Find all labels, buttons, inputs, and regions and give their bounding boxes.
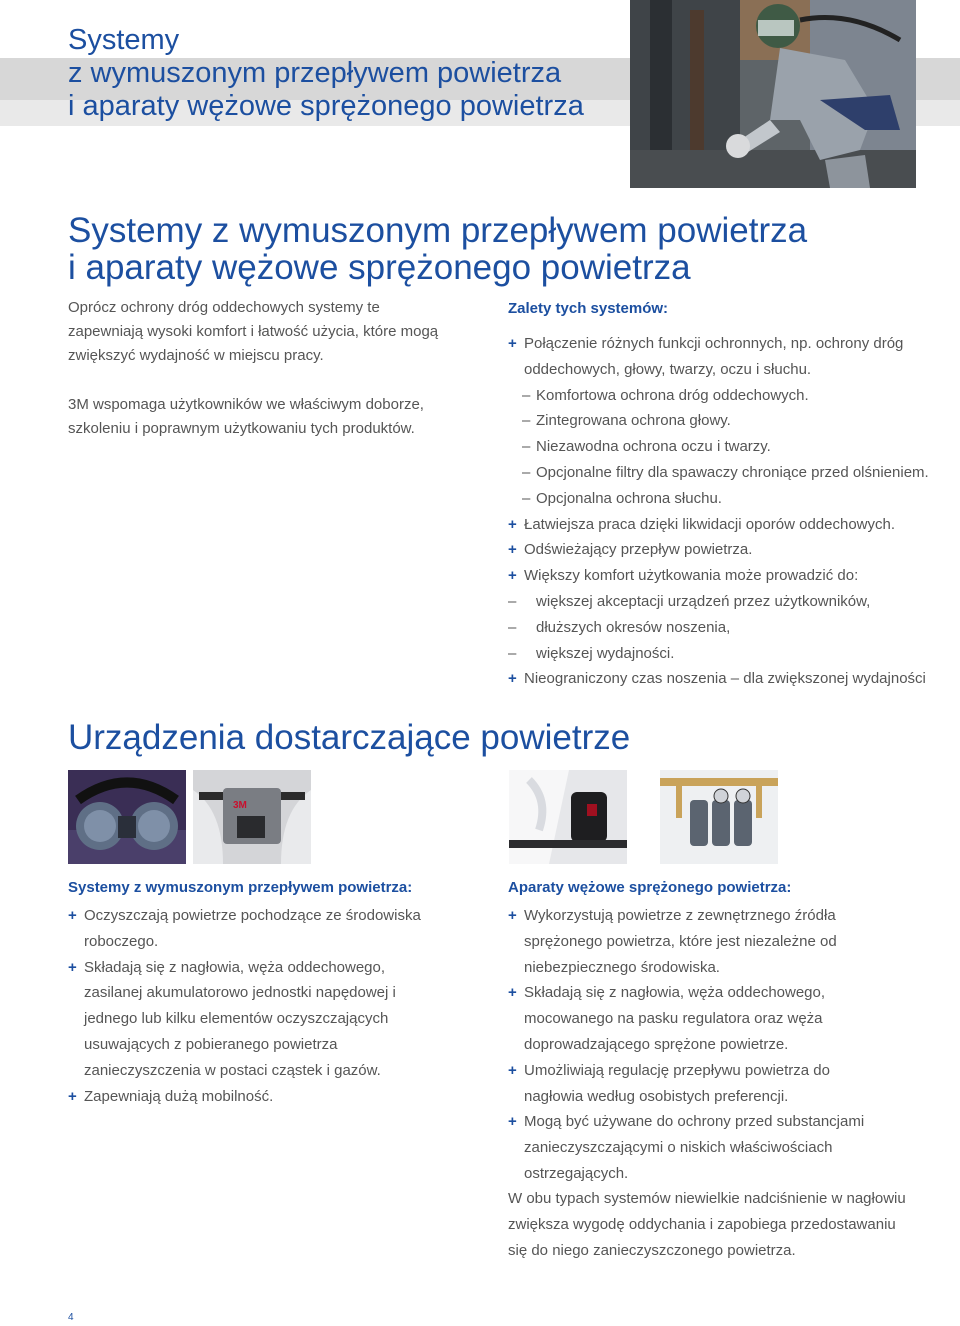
main-heading-line2: i aparaty wężowe sprężonego powietrza — [68, 248, 691, 287]
advantage-text: Komfortowa ochrona dróg oddechowych. — [536, 386, 809, 404]
intro-paragraph-2: 3M wspomaga użytkowników we właściwym doborze, szkoleniu i poprawnym użytkowaniu tych produktów. — [68, 396, 424, 437]
advantages-title: Zalety tych systemów: — [508, 300, 669, 317]
advantage-row — [508, 434, 928, 460]
advantage-row — [508, 408, 928, 434]
header-photo-worker — [630, 0, 916, 188]
bullet-item — [68, 903, 443, 955]
product-image-belt-regulator — [509, 770, 627, 864]
header-title-line2: z wymuszonym przepływem powietrza — [68, 57, 562, 89]
dash-icon: – — [522, 412, 531, 430]
bullet-item — [68, 955, 443, 1084]
dash-icon: – — [508, 592, 517, 610]
bullet-text: Umożliwiają regulację przepływu powietrza do nagłowia według osobistych preferencji. — [524, 1061, 830, 1105]
bullet-text: Składają się z nagłowia, węża oddechowego, mocowanego na pasku regulatora oraz węża doprowadzającego sprężone powietrze. — [524, 984, 826, 1053]
dash-icon: – — [522, 438, 531, 456]
bullet-item — [508, 1058, 888, 1110]
plus-icon: + — [508, 567, 517, 585]
dash-icon: – — [508, 618, 517, 636]
header-title-line1: Systemy — [68, 24, 180, 56]
main-heading — [68, 212, 828, 286]
closing-paragraph: W obu typach systemów niewielkie nadciśnienie w nagłowiu zwiększa wygodę oddychania i zapobiega przedostawaniu się do niego zanieczyszczonego powietrza. — [508, 1190, 906, 1259]
advantage-text: Nieograniczony czas noszenia – dla zwiększonej wydajności — [524, 670, 926, 688]
advantage-text: Odświeżający przepływ powietrza. — [524, 541, 753, 559]
header-title — [68, 24, 628, 123]
intro-text — [68, 296, 448, 466]
dash-icon: – — [522, 386, 531, 404]
supplied-air-title: Aparaty wężowe sprężonego powietrza: — [508, 879, 792, 896]
advantage-text: Opcjonalne filtry dla spawaczy chroniące przed olśnieniem. — [536, 463, 929, 481]
bullet-text: Wykorzystują powietrze z zewnętrznego źródła sprężonego powietrza, które jest niezależne od niebezpiecznego środowiska. — [524, 907, 837, 976]
product-image-twin-filters — [68, 770, 186, 864]
advantage-text: Niezawodna ochrona oczu i twarzy. — [536, 438, 771, 456]
advantages-list — [508, 331, 928, 692]
intro-paragraph-1: Oprócz ochrony dróg oddechowych systemy te zapewniają wysoki komfort i łatwość użycia, które mogą zwiększyć wydajność w miejscu pracy. — [68, 299, 439, 364]
plus-icon: + — [508, 515, 517, 533]
advantage-row — [508, 331, 928, 357]
advantage-text: Łatwiejsza praca dzięki likwidacji oporów oddechowych. — [524, 515, 896, 533]
advantage-row — [508, 512, 928, 538]
advantage-text: dłuższych okresów noszenia, — [536, 618, 731, 636]
forced-air-list — [68, 903, 443, 1109]
forced-air-title: Systemy z wymuszonym przepływem powietrza: — [68, 879, 413, 896]
plus-icon: + — [68, 907, 77, 924]
bullet-text: Składają się z nagłowia, węża oddechowego, zasilanej akumulatorowo jednostki napędowej i jednego lub kilku elementów oczyszczających usuwających z pobieranego powietrza zanieczyszczenia w postaci cząstek i gazów. — [84, 958, 396, 1079]
plus-icon: + — [508, 1061, 517, 1079]
plus-icon: + — [508, 335, 517, 352]
bullet-text: Mogą być używane do ochrony przed substancjami zanieczyszczającymi o niskich właściwościach ostrzegających. — [524, 1113, 865, 1182]
plus-icon: + — [508, 541, 517, 559]
advantage-row — [508, 486, 928, 512]
plus-icon: + — [68, 1087, 77, 1105]
advantage-text: Opcjonalna ochrona słuchu. — [536, 489, 722, 507]
page-number: 4 — [68, 1312, 74, 1323]
advantage-row — [508, 383, 928, 409]
plus-icon: + — [68, 958, 77, 976]
plus-icon: + — [508, 907, 517, 924]
dash-icon: – — [508, 644, 517, 662]
product-image-air-filter-unit — [660, 770, 778, 864]
advantage-text: Połączenie różnych funkcji ochronnych, np. ochrony dróg — [524, 335, 904, 352]
advantage-row — [508, 537, 928, 563]
advantage-text: oddechowych, głowy, twarzy, oczu i słuchu. — [524, 360, 812, 378]
advantage-row — [508, 589, 928, 615]
advantage-row — [508, 357, 928, 383]
advantage-text: Większy komfort użytkowania może prowadzić do: — [524, 567, 859, 585]
bullet-item — [508, 903, 888, 980]
advantage-row — [508, 615, 928, 641]
plus-icon: + — [508, 1113, 517, 1131]
advantage-row — [508, 666, 928, 692]
unit-brand-logo: 3M — [233, 800, 247, 811]
advantage-row — [508, 563, 928, 589]
bullet-item — [508, 1109, 888, 1186]
header-title-line3: i aparaty wężowe sprężonego powietrza — [68, 90, 584, 122]
devices-heading: Urządzenia dostarczające powietrze — [68, 718, 631, 757]
advantage-text: większej akceptacji urządzeń przez użytkowników, — [536, 592, 871, 610]
advantage-text: większej wydajności. — [536, 644, 675, 662]
supplied-air-list — [508, 903, 888, 1187]
bullet-text: Zapewniają dużą mobilność. — [84, 1087, 274, 1105]
dash-icon: – — [522, 463, 531, 481]
plus-icon: + — [508, 670, 517, 688]
main-heading-line1: Systemy z wymuszonym przepływem powietrza — [68, 211, 808, 250]
bullet-text: Oczyszczają powietrze pochodzące ze środowiska roboczego. — [84, 907, 421, 950]
advantage-row — [508, 641, 928, 667]
advantage-text: Zintegrowana ochrona głowy. — [536, 412, 731, 430]
advantage-row — [508, 460, 928, 486]
dash-icon: – — [522, 489, 531, 507]
product-image-power-unit — [193, 770, 311, 864]
bullet-item — [68, 1084, 443, 1110]
bullet-item — [508, 980, 888, 1057]
plus-icon: + — [508, 984, 517, 1002]
